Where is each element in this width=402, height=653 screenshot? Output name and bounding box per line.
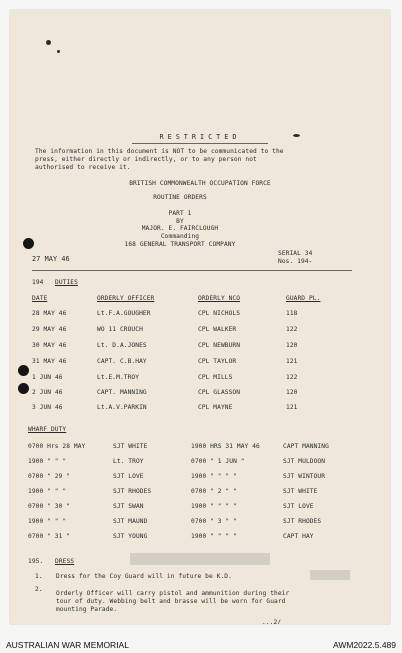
duty-officer: WO 11 CROUCH: [97, 326, 143, 333]
duty-date: 3 JUN 46: [32, 404, 63, 411]
wharf-time: 1900 HRS 31 MAY 46: [191, 443, 260, 450]
dress-item-number: 2.: [35, 586, 43, 593]
order-numbers: Nos. 194-: [278, 258, 313, 265]
dress-item-text: Dress for the Coy Guard will in future be K.D.: [56, 573, 232, 580]
punch-hole: [18, 365, 29, 376]
wharf-time: 0700 " 29 ": [28, 473, 71, 480]
duty-guard-pl: 120: [286, 389, 298, 396]
wharf-person: SJT LOVE: [113, 473, 144, 480]
restriction-notice-line: The information in this document is NOT to be communicated to the: [35, 148, 284, 155]
commanding-officer: MAJOR. E. FAIRCLOUGH: [141, 225, 219, 232]
part-label: PART 1: [168, 210, 192, 217]
duty-nco: CPL WALKER: [198, 326, 237, 333]
duty-nco: CPL TAYLOR: [198, 358, 237, 365]
duty-officer: CAPT. MANNING: [97, 389, 147, 396]
duty-guard-pl: 122: [286, 326, 298, 333]
dress-item-number: 1.: [35, 573, 43, 580]
wharf-time: 0700 " 1 JUN ": [191, 458, 245, 465]
wharf-time: 1900 " " " ": [191, 503, 237, 510]
serial-number: SERIAL 34: [278, 250, 313, 257]
duty-guard-pl: 122: [286, 374, 298, 381]
duty-date: 2 JUN 46: [32, 389, 63, 396]
ink-spot: [46, 40, 51, 45]
duty-guard-pl: 121: [286, 358, 298, 365]
paper-smudge: [130, 553, 270, 565]
duty-nco: CPL MILLS: [198, 374, 233, 381]
wharf-person: SJT LOVE: [283, 503, 314, 510]
duty-officer: Lt.F.A.GOUGHER: [97, 310, 151, 317]
classification-underline: [132, 143, 268, 144]
commanding-label: Commanding: [160, 233, 200, 240]
continuation-marker: ...2/: [262, 619, 282, 624]
wharf-time: 1900 " " ": [28, 458, 67, 465]
dress-number: 195.: [28, 558, 44, 565]
wharf-person: SJT WINTOUR: [283, 473, 326, 480]
dress-item-text: Orderly Officer will carry pistol and ammunition during their: [56, 590, 290, 597]
column-header-guard-pl: GUARD PL.: [286, 295, 321, 302]
duty-date: 29 MAY 46: [32, 326, 67, 333]
duty-nco: CPL NICHOLS: [198, 310, 241, 317]
ink-spot: [293, 134, 300, 137]
wharf-time: 0700 " 2 " ": [191, 488, 237, 495]
duty-officer: Lt.A.V.PARKIN: [97, 404, 147, 411]
duty-date: 31 MAY 46: [32, 358, 67, 365]
duties-number: 194: [32, 279, 44, 286]
order-date: 27 MAY 46: [32, 255, 70, 263]
wharf-person: SJT WHITE: [283, 488, 318, 495]
wharf-person: SJT MULDOON: [283, 458, 326, 465]
classification-label: RESTRICTED: [159, 133, 241, 141]
column-header-orderly-officer: ORDERLY OFFICER: [97, 295, 155, 302]
wharf-time: 1900 " " " ": [191, 533, 237, 540]
wharf-person: SJT YOUNG: [113, 533, 148, 540]
unit-name: 168 GENERAL TRANSPORT COMPANY: [124, 241, 236, 248]
punch-hole: [23, 238, 34, 249]
wharf-time: 1900 " " ": [28, 488, 67, 495]
duty-guard-pl: 121: [286, 404, 298, 411]
column-header-orderly-nco: ORDERLY NCO: [198, 295, 241, 302]
wharf-person: SJT WHITE: [113, 443, 148, 450]
wharf-time: 0700 " 30 ": [28, 503, 71, 510]
dress-heading: DRESS: [55, 558, 75, 565]
restriction-notice-line: press, either directly or indirectly, or to any person not: [35, 156, 257, 163]
restriction-notice-line: authorised to receive it.: [35, 164, 131, 171]
document-page: [10, 10, 390, 624]
duty-nco: CPL NEWBURN: [198, 342, 241, 349]
wharf-person: SJT SWAN: [113, 503, 144, 510]
duty-guard-pl: 120: [286, 342, 298, 349]
wharf-time: 0700 " 3 " ": [191, 518, 237, 525]
duty-nco: CPL MAYNE: [198, 404, 233, 411]
wharf-person: CAPT HAY: [283, 533, 314, 540]
wharf-time: 0700 Hrs 28 MAY: [28, 443, 86, 450]
archive-reference: AWM2022.5.489: [333, 640, 396, 650]
duty-nco: CPL GLASSON: [198, 389, 241, 396]
duty-officer: Lt. D.A.JONES: [97, 342, 147, 349]
wharf-time: 0700 " 31 ": [28, 533, 71, 540]
wharf-time: 1900 " " ": [28, 518, 67, 525]
duties-heading: DUTIES: [55, 279, 78, 286]
wharf-person: SJT MAUND: [113, 518, 148, 525]
duty-officer: CAPT. C.B.HAY: [97, 358, 147, 365]
wharf-time: 1900 " " " ": [191, 473, 237, 480]
wharf-person: CAPT MANNING: [283, 443, 329, 450]
ink-spot: [57, 50, 60, 53]
document-type: ROUTINE ORDERS: [153, 194, 207, 201]
wharf-person: SJT RHODES: [113, 488, 152, 495]
duty-guard-pl: 118: [286, 310, 298, 317]
column-header-date: DATE: [32, 295, 48, 302]
archive-credit: AUSTRALIAN WAR MEMORIAL: [6, 640, 129, 650]
wharf-person: Lt. TROY: [113, 458, 144, 465]
dress-item-text: mounting Parade.: [56, 606, 118, 613]
force-name: BRITISH COMMONWEALTH OCCUPATION FORCE: [129, 180, 271, 187]
duty-officer: Lt.E.M.TROY: [97, 374, 140, 381]
duty-date: 28 MAY 46: [32, 310, 67, 317]
by-label: BY: [176, 218, 184, 225]
duty-date: 30 MAY 46: [32, 342, 67, 349]
wharf-duty-heading: WHARF DUTY: [28, 426, 67, 433]
wharf-person: SJT RHODES: [283, 518, 322, 525]
punch-hole: [18, 383, 29, 394]
header-rule: [32, 270, 352, 271]
dress-item-text: tour of duty. Webbing belt and brasse will be worn for Guard: [56, 598, 286, 605]
duty-date: 1 JUN 46: [32, 374, 63, 381]
paper-smudge: [310, 570, 350, 580]
